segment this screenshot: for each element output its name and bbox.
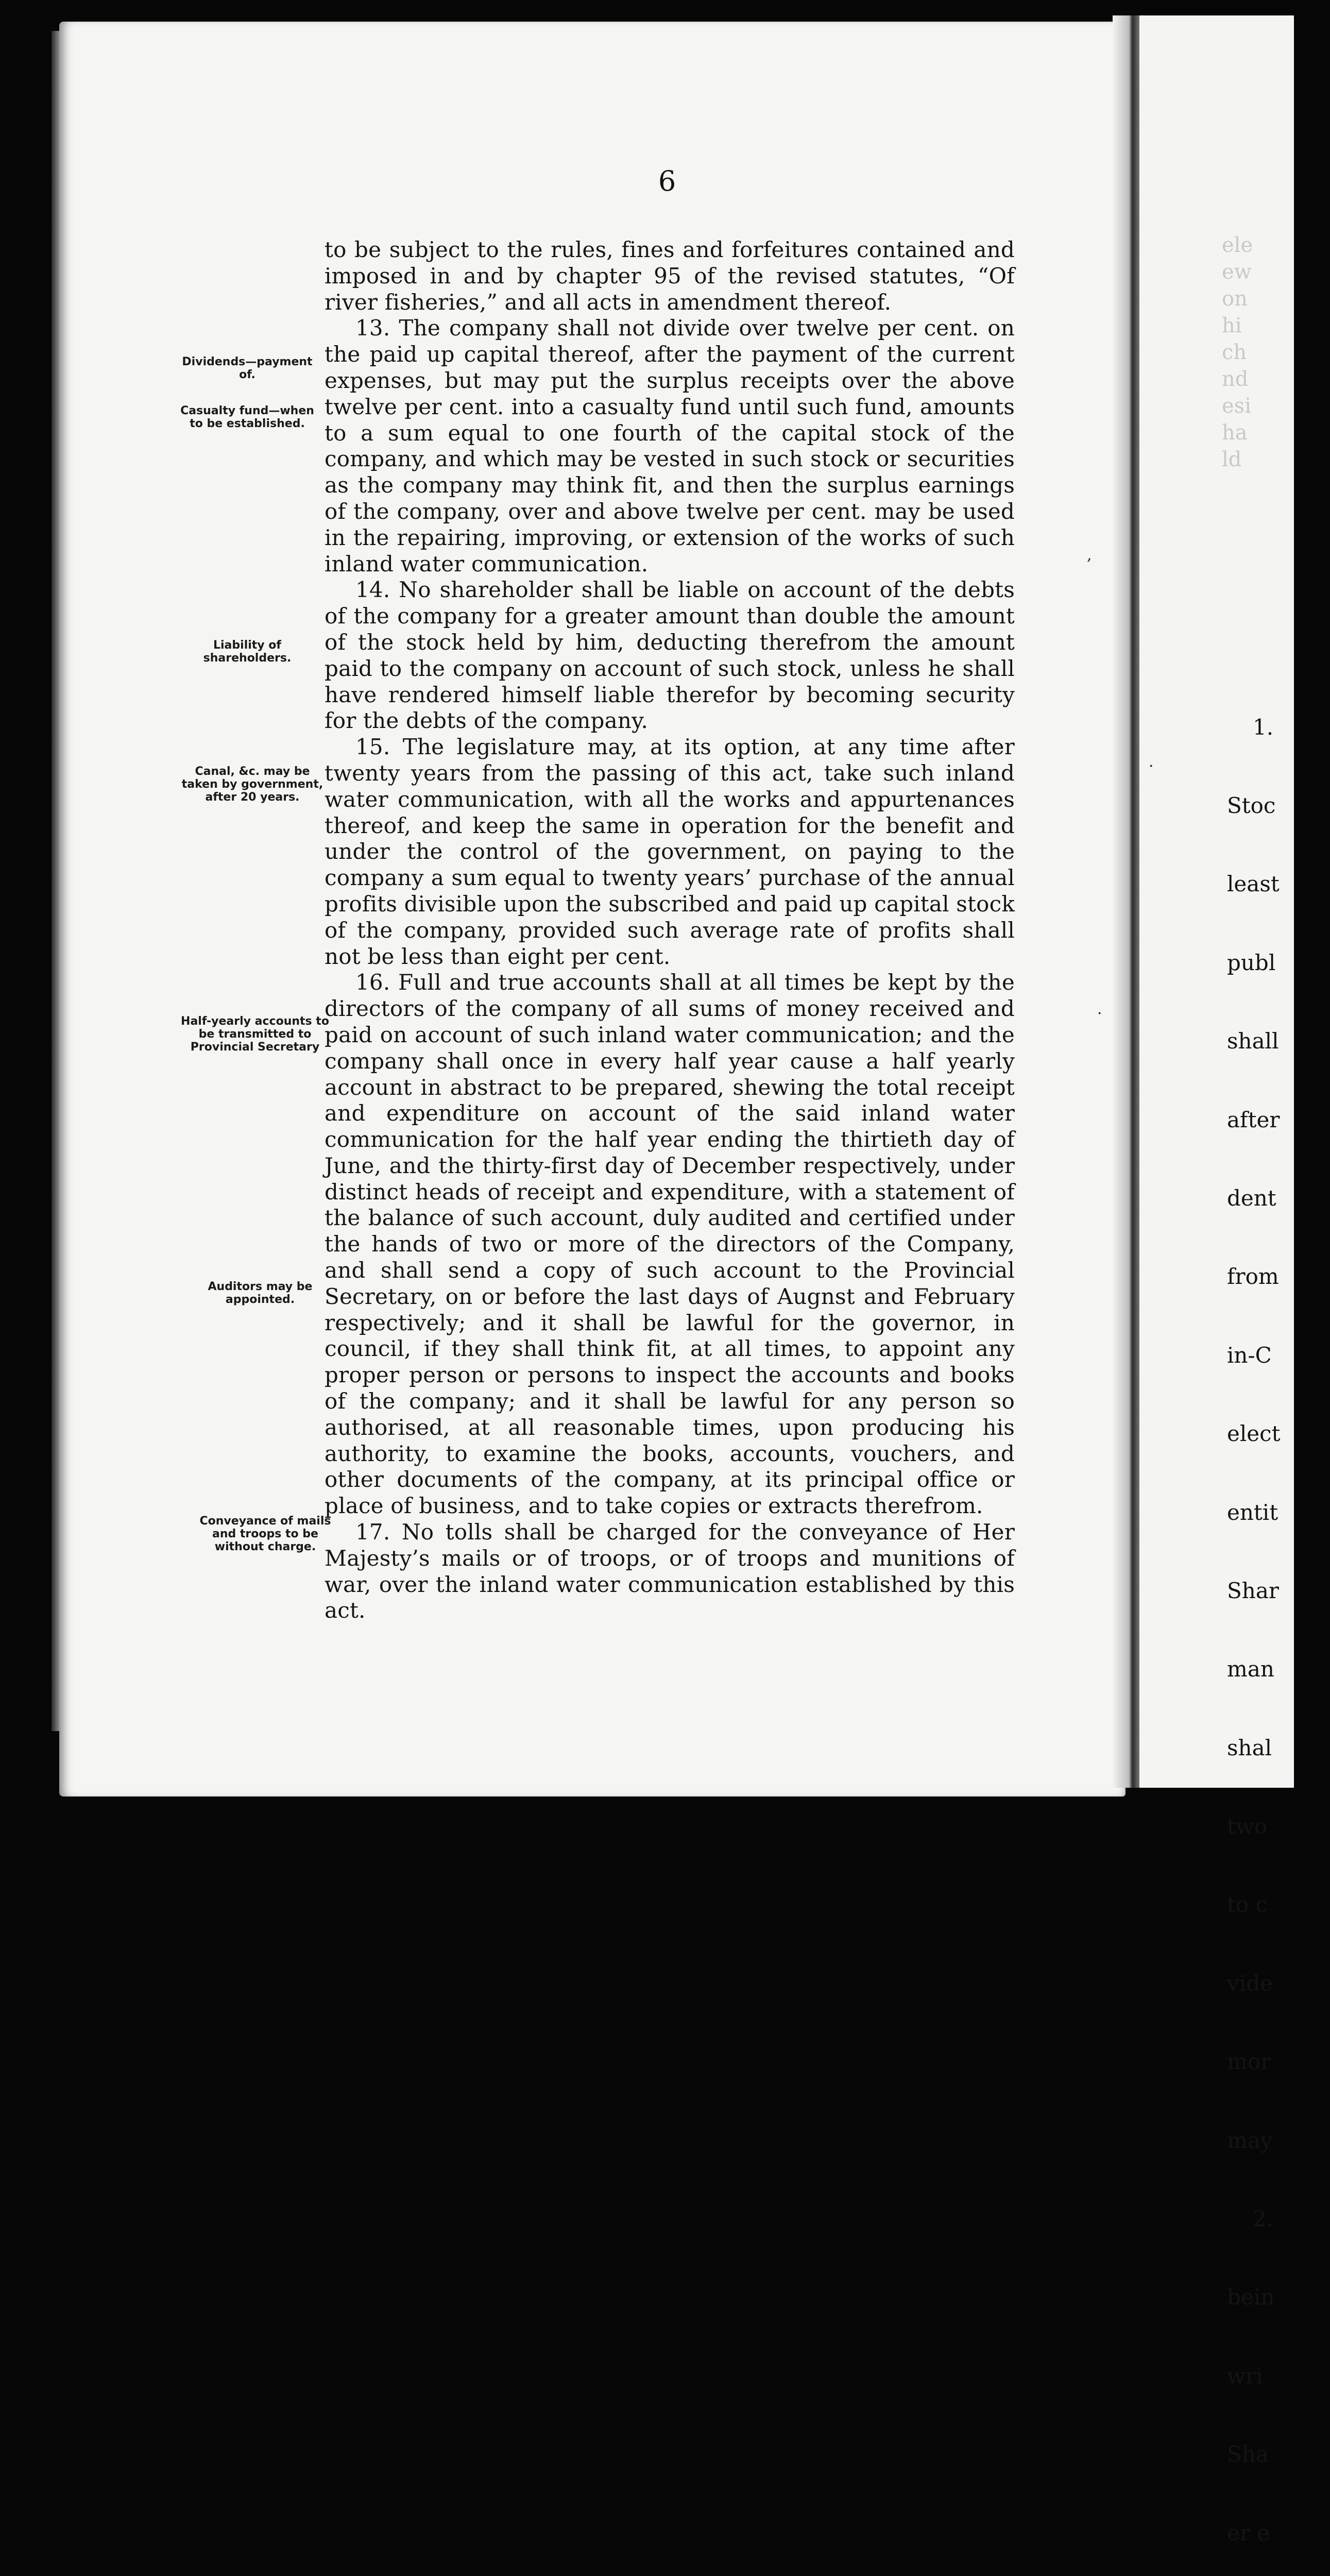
- rp-line: Shar: [1227, 1578, 1279, 1603]
- rp-line: to c: [1227, 1892, 1268, 1918]
- speck-mark: ,: [1087, 546, 1092, 564]
- rp-line: bein: [1227, 2284, 1275, 2310]
- rp-line: Sha: [1227, 2442, 1269, 2467]
- rp-line: may: [1227, 2127, 1273, 2153]
- marginal-note-casualty-fund: Casualty fund—when to be established.: [180, 404, 314, 430]
- rp-line: wri: [1227, 2363, 1263, 2388]
- section-13: 13. The company shall not divide over twelve per cent. on the paid up capital thereof, after the payment of the current expenses, but may put the surplus receipts over the above twelve per cent. into a casualty fund until such fund, amounts to a sum equal to one fourth of the capital stock of the company, and which may be vested in such stock or securities as the company may think fit, and then the surplus earnings of the company, over and above twelve per cent. may be used in the repairing, improving, or extension of the works of such inland water communication.: [325, 315, 1015, 577]
- rp-line: entit: [1227, 1499, 1278, 1525]
- marginal-note-auditors: Auditors may be appointed.: [208, 1280, 313, 1306]
- rp-line: least: [1227, 871, 1280, 897]
- right-page-text: [1227, 662, 1330, 2576]
- rp-line: in-C: [1227, 1342, 1272, 1368]
- rp-line: 2.: [1253, 2206, 1274, 2232]
- bleed-through-text: ele ew on hi ch nd esi ha ld: [1222, 233, 1253, 471]
- section-16: 16. Full and true accounts shall at all times be kept by the directors of the company of all sums of money received and paid on account of such inland water communication; and the company shall once in every half year cause a half yearly account in abstract to be prepared, shewing the total receipt and expenditure on account of the said inland water communication for the half year ending the thirtieth day of June, and the thirty-first day of December respectively, under distinct heads of receipt and expenditure, with a statement of the balance of such account, duly audited and certified under the hands of two or more of the directors of the Company, and shall send a copy of such account to the Provincial Secretary, on or before the last days of Augnst and February respectively; and it shall be lawful for the governor, in council, if they shall think fit, at all times, to appoint any proper person or persons to inspect the accounts and books of the company; and it shall be lawful for any person so authorised, at all reasonable times, upon producing his authority, to examine the books, accounts, vouchers, and other documents of the company, at its principal office or place of business, and to take copies or extracts therefrom.: [325, 970, 1015, 1519]
- marginal-note-half-yearly: Half-yearly accounts to be transmitted to Provincial Secretary: [181, 1015, 329, 1054]
- rp-line: after: [1227, 1107, 1280, 1132]
- paragraph-continuation: to be subject to the rules, fines and forfeitures contained and imposed in and by chapter 95 of the revised statutes, “Of river fisheries,” and all acts in amendment thereof.: [325, 237, 1015, 315]
- rp-line: 1.: [1253, 714, 1274, 740]
- rp-line: shal: [1227, 1735, 1272, 1760]
- section-14: 14. No shareholder shall be liable on account of the debts of the company for a greater amount than double the amount of the stock held by him, deducting therefrom the amount paid to the company on account of such stock, unless he shall have rendered himself liable therefor by becoming security for the debts of the company.: [325, 577, 1015, 734]
- rp-line: dent: [1227, 1185, 1276, 1211]
- rp-line: mor: [1227, 2049, 1271, 2075]
- statute-body: [325, 237, 1015, 1624]
- marginal-note-dividends: Dividends—payment of.: [182, 355, 313, 381]
- marginal-note-conveyance: Conveyance of mails and troops to be without charge.: [199, 1515, 331, 1553]
- rp-line: vide: [1227, 1970, 1273, 1996]
- rp-line: er e: [1227, 2520, 1270, 2546]
- rp-line: two: [1227, 1814, 1268, 1839]
- rp-line: from: [1227, 1264, 1279, 1290]
- page-number: 6: [658, 165, 676, 197]
- rp-line: elect: [1227, 1421, 1281, 1447]
- marginal-note-liability: Liability of shareholders.: [203, 639, 292, 665]
- speck-mark: ·: [1149, 757, 1154, 775]
- rp-line: man: [1227, 1656, 1274, 1682]
- section-15: 15. The legislature may, at its option, at any time after twenty years from the passing of this act, take such inland water communication, with all the works and appurtenances thereof, and keep the same in operation for the benefit and under the control of the government, on paying to the company a sum equal to twenty years’ purchase of the annual profits divisible upon the subscribed and paid up capital stock of the company, provided such average rate of profits shall not be less than eight per cent.: [325, 734, 1015, 969]
- book-page-right: [1139, 15, 1294, 2546]
- rp-line: publ: [1227, 950, 1276, 975]
- rp-line: shall: [1227, 1028, 1279, 1054]
- rp-line: Stoc: [1227, 792, 1276, 818]
- section-17: 17. No tolls shall be charged for the conveyance of Her Majesty’s mails or of troops, or of troops and munitions of war, over the inland water communication established by this act.: [325, 1519, 1015, 1623]
- marginal-note-canal: Canal, &c. may be taken by government, after 20 years.: [181, 765, 323, 804]
- speck-mark: ·: [1097, 1005, 1102, 1023]
